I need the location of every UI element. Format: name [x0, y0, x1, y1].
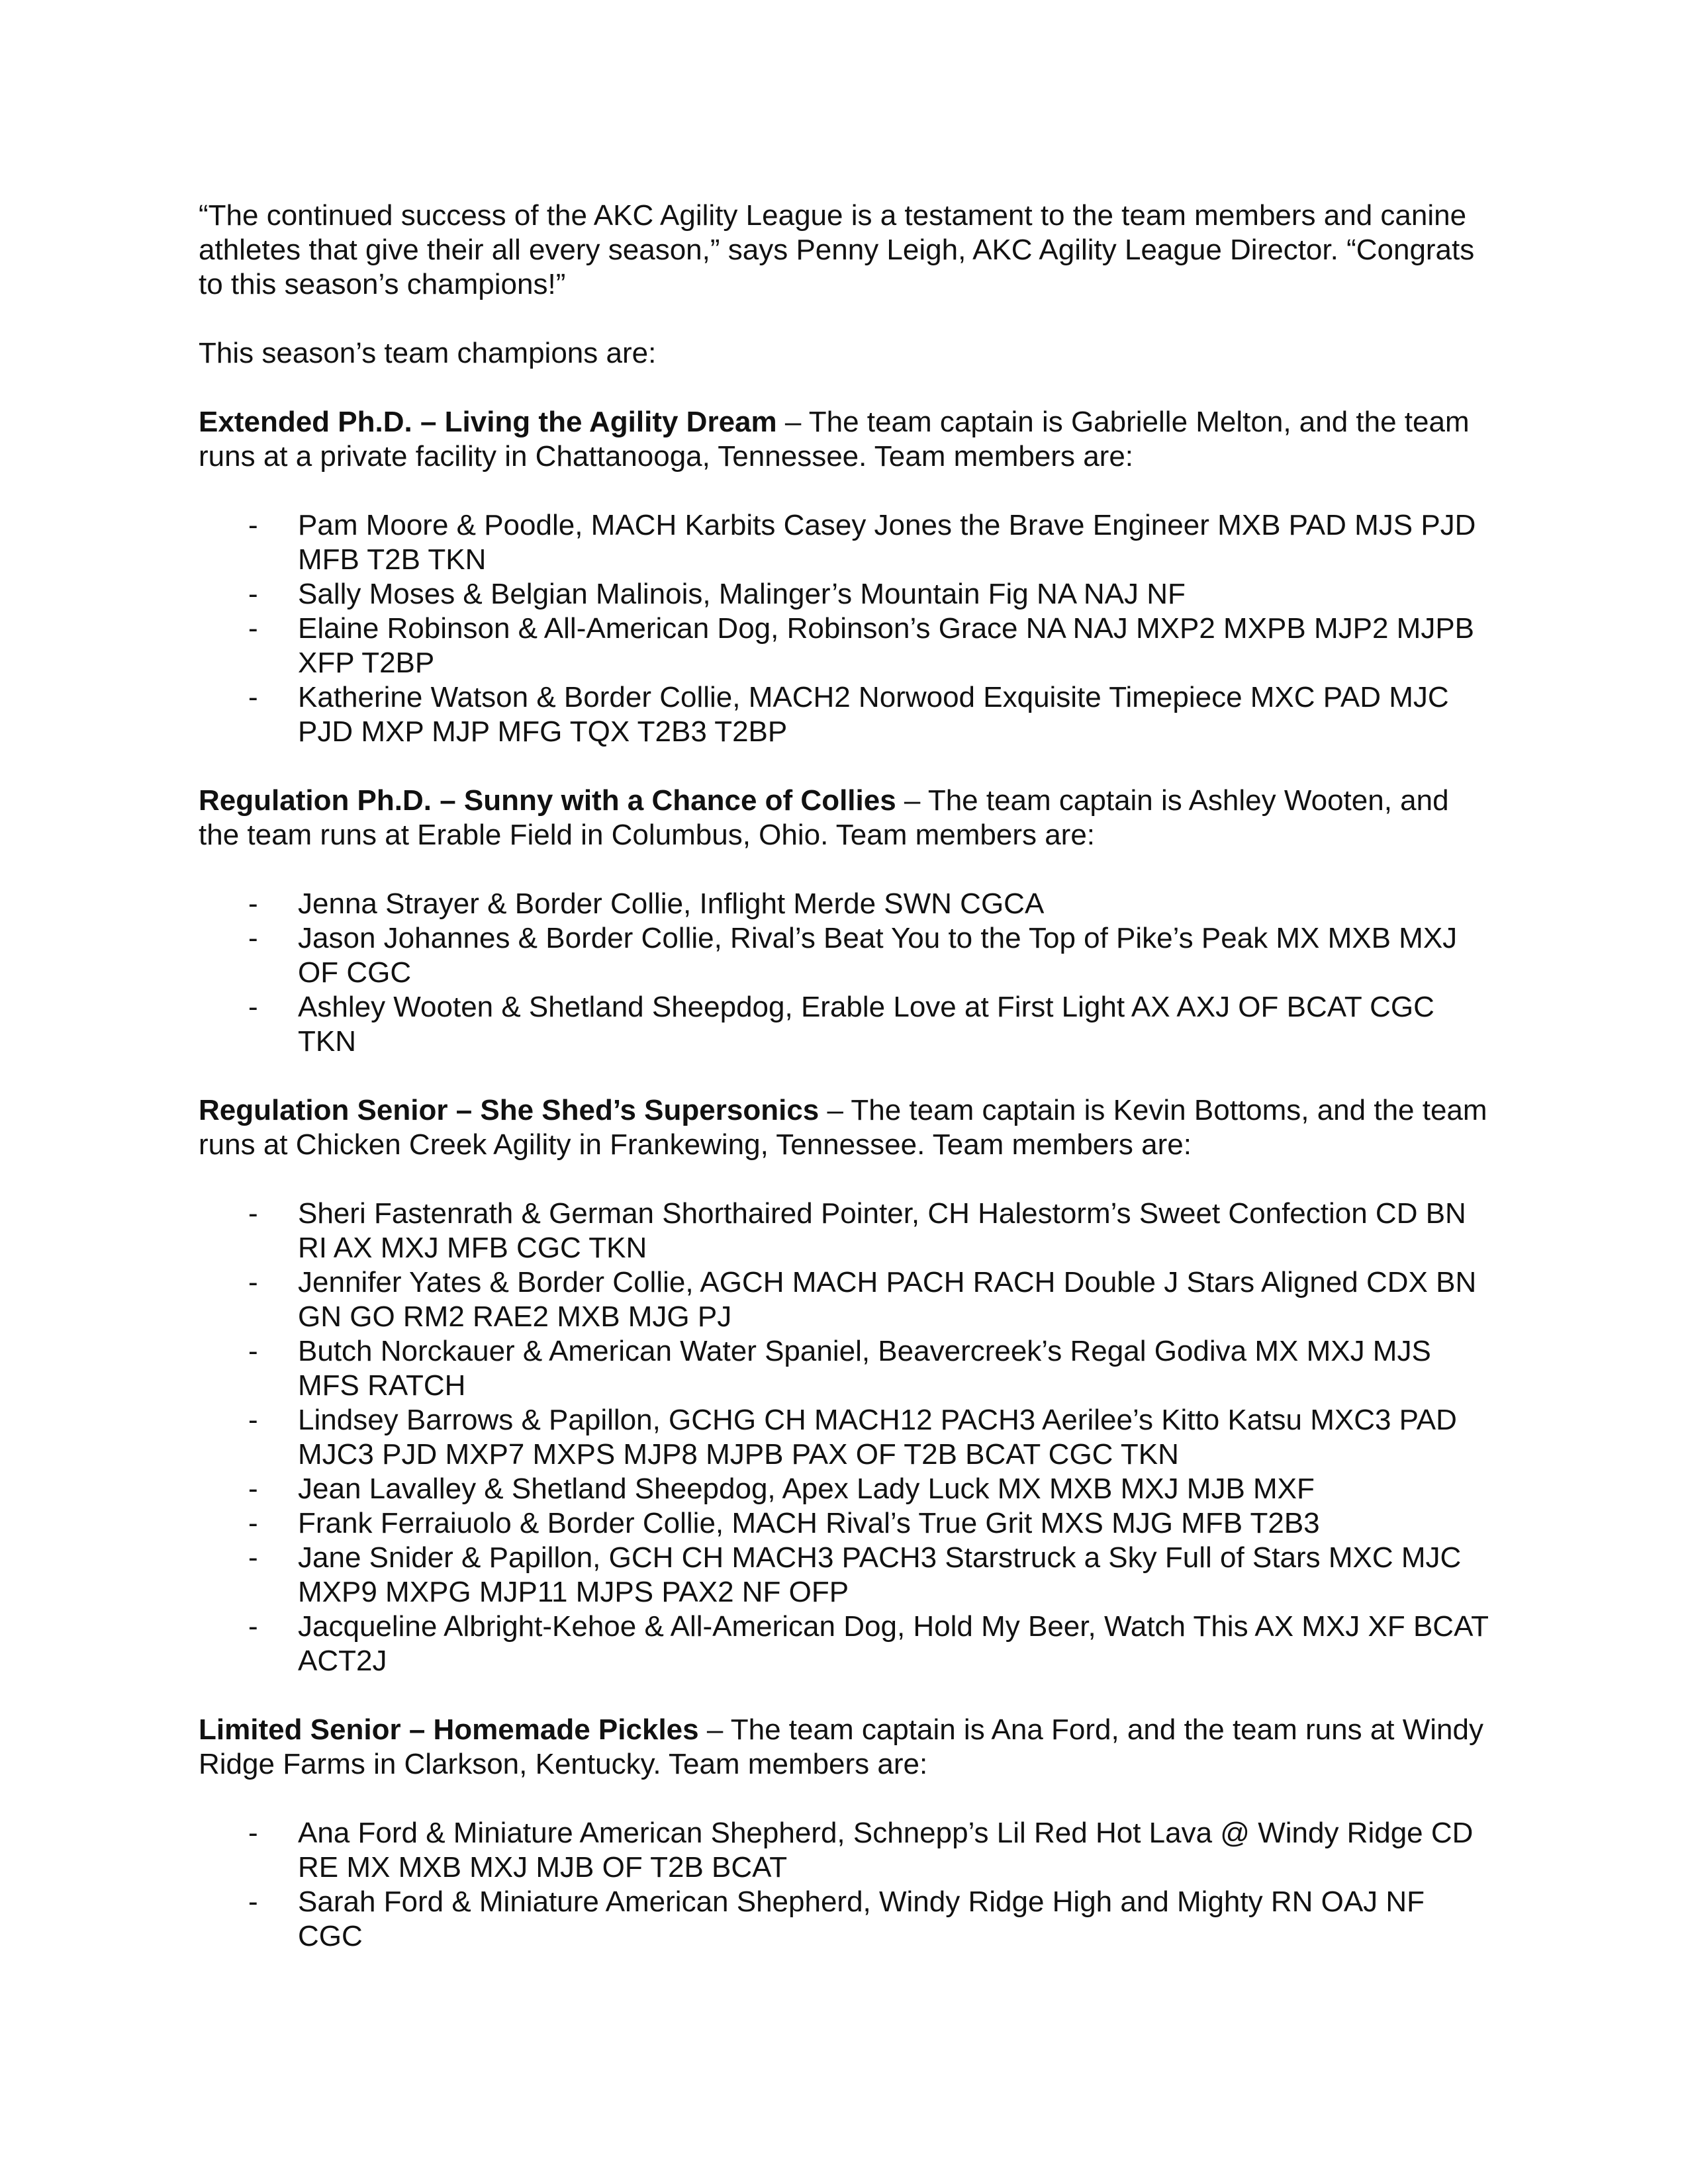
bullet-dash: -	[248, 1610, 258, 1643]
bullet-dash: -	[248, 1197, 258, 1230]
list-item	[199, 612, 1496, 680]
team-title: Limited Senior – Homemade Pickles	[199, 1713, 699, 1746]
bullet-dash: -	[248, 1404, 258, 1436]
member-text: Ana Ford & Miniature American Shepherd, Schnepp’s Lil Red Hot Lava @ Windy Ridge CD RE MX MXB MXJ MJB OF T2B BCAT	[298, 1817, 1474, 1884]
team-title: Regulation Ph.D. – Sunny with a Chance of Collies	[199, 784, 896, 817]
team-description: – The team captain is Kevin Bottoms, and the team runs at Chicken Creek Agility in Frankewing, Tennessee. Team members are:	[199, 1094, 1487, 1161]
team-members-list	[199, 1816, 1496, 1954]
list-item	[199, 1265, 1496, 1334]
list-item	[199, 921, 1496, 990]
list-item	[199, 680, 1496, 749]
bullet-dash: -	[248, 1473, 258, 1505]
team-description: – The team captain is Ashley Wooten, and the team runs at Erable Field in Columbus, Ohio. Team members are:	[199, 784, 1449, 851]
team-heading	[199, 405, 1496, 474]
team-members-list	[199, 1197, 1496, 1678]
bullet-dash: -	[248, 1541, 258, 1574]
member-text: Jenna Strayer & Border Collie, Inflight Merde SWN CGCA	[298, 887, 1045, 920]
member-text: Frank Ferraiuolo & Border Collie, MACH Rival’s True Grit MXS MJG MFB T2B3	[298, 1507, 1320, 1539]
list-item	[199, 1197, 1496, 1265]
bullet-dash: -	[248, 578, 258, 610]
member-text: Jacqueline Albright-Kehoe & All-American Dog, Hold My Beer, Watch This AX MXJ XF BCAT ACT2J	[298, 1610, 1489, 1677]
member-text: Katherine Watson & Border Collie, MACH2 Norwood Exquisite Timepiece MXC PAD MJC PJD MXP MJP MFG TQX T2B3 T2BP	[298, 681, 1449, 748]
member-text: Ashley Wooten & Shetland Sheepdog, Erable Love at First Light AX AXJ OF BCAT CGC TKN	[298, 991, 1434, 1058]
team-description: – The team captain is Ana Ford, and the team runs at Windy Ridge Farms in Clarkson, Kentucky. Team members are:	[199, 1713, 1483, 1780]
member-text: Jane Snider & Papillon, GCH CH MACH3 PACH3 Starstruck a Sky Full of Stars MXC MJC MXP9 MXPG MJP11 MJPS PAX2 NF OFP	[298, 1541, 1462, 1608]
intro-quote: “The continued success of the AKC Agility League is a testament to the team members and canine athletes that give their all every season,” says Penny Leigh, AKC Agility League Director. “Congrats to this season’s champions!”	[199, 199, 1475, 300]
team-heading	[199, 1093, 1496, 1162]
bullet-dash: -	[248, 922, 258, 954]
bullet-dash: -	[248, 612, 258, 645]
list-item	[199, 508, 1496, 577]
spacer	[199, 302, 1496, 336]
member-text: Sheri Fastenrath & German Shorthaired Pointer, CH Halestorm’s Sweet Confection CD BN RI AX MXJ MFB CGC TKN	[298, 1197, 1466, 1264]
list-item	[199, 1541, 1496, 1610]
list-item	[199, 1506, 1496, 1541]
list-item	[199, 1334, 1496, 1403]
team-section	[199, 405, 1496, 749]
team-heading	[199, 784, 1496, 852]
member-text: Sarah Ford & Miniature American Shepherd, Windy Ridge High and Mighty RN OAJ NF CGC	[298, 1886, 1425, 1952]
bullet-dash: -	[248, 681, 258, 713]
bullet-dash: -	[248, 509, 258, 541]
bullet-dash: -	[248, 1335, 258, 1367]
list-item	[199, 887, 1496, 921]
bullet-dash: -	[248, 1817, 258, 1849]
bullet-dash: -	[248, 887, 258, 920]
team-section	[199, 1713, 1496, 1954]
team-section	[199, 1093, 1496, 1678]
list-item	[199, 1816, 1496, 1885]
bullet-dash: -	[248, 1507, 258, 1539]
member-text: Elaine Robinson & All-American Dog, Robinson’s Grace NA NAJ MXP2 MXPB MJP2 MJPB XFP T2BP	[298, 612, 1475, 679]
team-members-list	[199, 508, 1496, 749]
member-text: Jennifer Yates & Border Collie, AGCH MACH PACH RACH Double J Stars Aligned CDX BN GN GO RM2 RAE2 MXB MJG PJ	[298, 1266, 1477, 1333]
bullet-dash: -	[248, 1886, 258, 1918]
team-title: Regulation Senior – She Shed’s Supersonics	[199, 1094, 820, 1126]
document-page	[199, 199, 1496, 1988]
spacer	[199, 371, 1496, 405]
team-description: – The team captain is Gabrielle Melton, and the team runs at a private facility in Chattanooga, Tennessee. Team members are:	[199, 406, 1470, 473]
team-heading	[199, 1713, 1496, 1782]
team-section	[199, 784, 1496, 1059]
member-text: Jason Johannes & Border Collie, Rival’s Beat You to the Top of Pike’s Peak MX MXB MXJ OF CGC	[298, 922, 1458, 989]
member-text: Lindsey Barrows & Papillon, GCHG CH MACH12 PACH3 Aerilee’s Kitto Katsu MXC3 PAD MJC3 PJD MXP7 MXPS MJP8 MJPB PAX OF T2B BCAT CGC TKN	[298, 1404, 1457, 1471]
member-text: Pam Moore & Poodle, MACH Karbits Casey Jones the Brave Engineer MXB PAD MJS PJD MFB T2B TKN	[298, 509, 1476, 576]
list-item	[199, 1472, 1496, 1506]
member-text: Butch Norckauer & American Water Spaniel, Beavercreek’s Regal Godiva MX MXJ MJS MFS RATCH	[298, 1335, 1431, 1402]
list-item	[199, 577, 1496, 612]
member-text: Jean Lavalley & Shetland Sheepdog, Apex Lady Luck MX MXB MXJ MJB MXF	[298, 1473, 1315, 1505]
list-item	[199, 1610, 1496, 1678]
list-item	[199, 1403, 1496, 1472]
member-text: Sally Moses & Belgian Malinois, Malinger’s Mountain Fig NA NAJ NF	[298, 578, 1186, 610]
list-item	[199, 990, 1496, 1059]
team-members-list	[199, 887, 1496, 1059]
list-item	[199, 1885, 1496, 1954]
champions-lead: This season’s team champions are:	[199, 337, 657, 369]
bullet-dash: -	[248, 991, 258, 1023]
team-title: Extended Ph.D. – Living the Agility Dream	[199, 406, 777, 438]
bullet-dash: -	[248, 1266, 258, 1298]
